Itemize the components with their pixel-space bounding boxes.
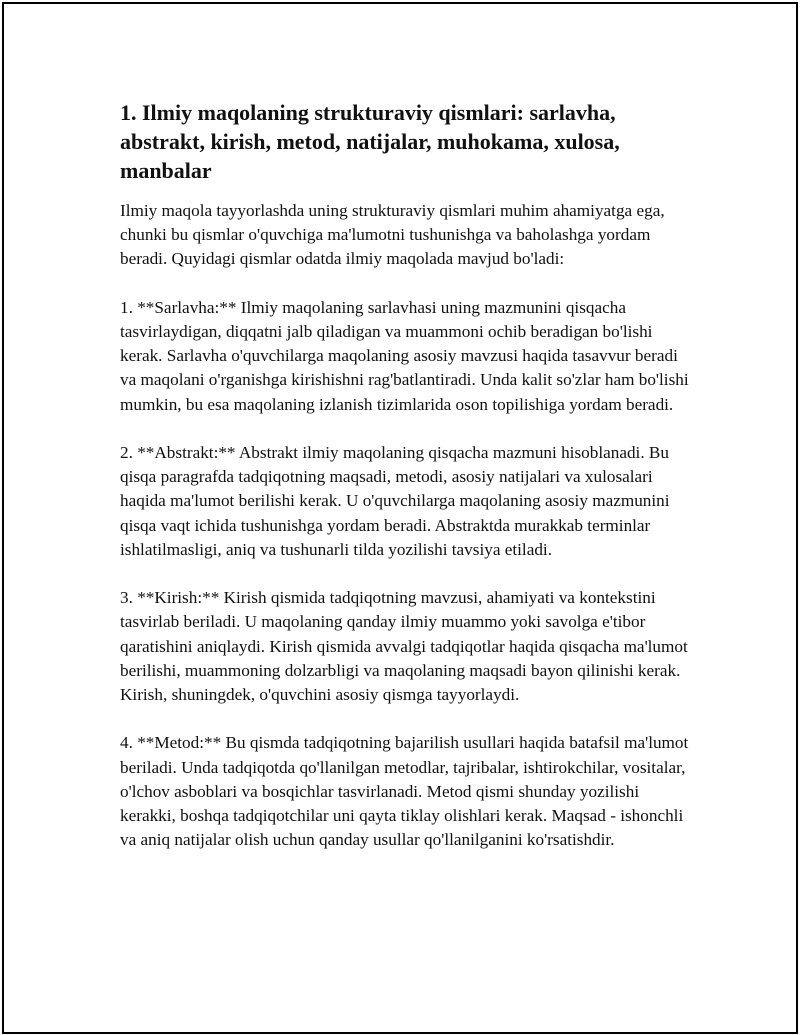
section-heading: 1. Ilmiy maqolaning strukturaviy qismlari: sarlavha, abstrakt, kirish, metod, natijalar, muhokama, xulosa, manbalar <box>120 100 620 183</box>
document-body <box>120 98 692 877</box>
kirish-paragraph: 3. **Kirish:** Kirish qismida tadqiqotning mavzusi, ahamiyati va kontekstini tasvirlab beriladi. U maqolaning qanday ilmiy muammo yoki savolga e'tibor qaratishini aniqlaydi. Kirish qismida avvalgi tadqiqotlar haqida qisqacha ma'lumot berilishi, muammoning dolzarbligi va maqolaning maqsadi bayon qilinishi kerak. Kirish, shuningdek, o'quvchini asosiy qismga tayyorlaydi. <box>120 588 688 705</box>
page-frame <box>2 2 798 1034</box>
sarlavha-paragraph: 1. **Sarlavha:** Ilmiy maqolaning sarlavhasi uning mazmunini qisqacha tasvirlaydigan, diqqatni jalb qiladigan va muammoni ochib beradigan bo'lishi kerak. Sarlavha o'quvchilarga maqolaning asosiy mavzusi haqida tasavvur beradi va maqolani o'rganishga kirishishni rag'batlantiradi. Unda kalit so'zlar ham bo'lishi mumkin, bu esa maqolaning izlanish tizimlarida oson topilishiga yordam beradi. <box>120 297 689 414</box>
metod-paragraph: 4. **Metod:** Bu qismda tadqiqotning bajarilish usullari haqida batafsil ma'lumot beriladi. Unda tadqiqotda qo'llanilgan metodlar, tajribalar, ishtirokchilar, vositalar, o'lchov asboblari va bosqichlar tasvirlanadi. Metod qismi shunday yozilishi kerakki, boshqa tadqiqotchilar uni qayta tiklay olishlari kerak. Maqsad - ishonchli va aniq natijalar olish uchun qanday usullar qo'llanilganini ko'rsatishdir. <box>120 733 689 850</box>
intro-paragraph: Ilmiy maqola tayyorlashda uning strukturaviy qismlari muhim ahamiyatga ega, chunki bu qismlar o'quvchiga ma'lumotni tushunishga va baholashga yordam beradi. Quyidagi qismlar odatda ilmiy maqolada mavjud bo'ladi: <box>120 201 665 269</box>
abstrakt-paragraph: 2. **Abstrakt:** Abstrakt ilmiy maqolaning qisqacha mazmuni hisoblanadi. Bu qisqa paragrafda tadqiqotning maqsadi, metodi, asosiy natijalari va xulosalari haqida ma'lumot berilishi kerak. U o'quvchilarga maqolaning asosiy mazmunini qisqa vaqt ichida tushunishga yordam beradi. Abstraktda murakkab terminlar ishlatilmasligi, aniq va tushunarli tilda yozilishi tavsiya etiladi. <box>120 443 670 559</box>
